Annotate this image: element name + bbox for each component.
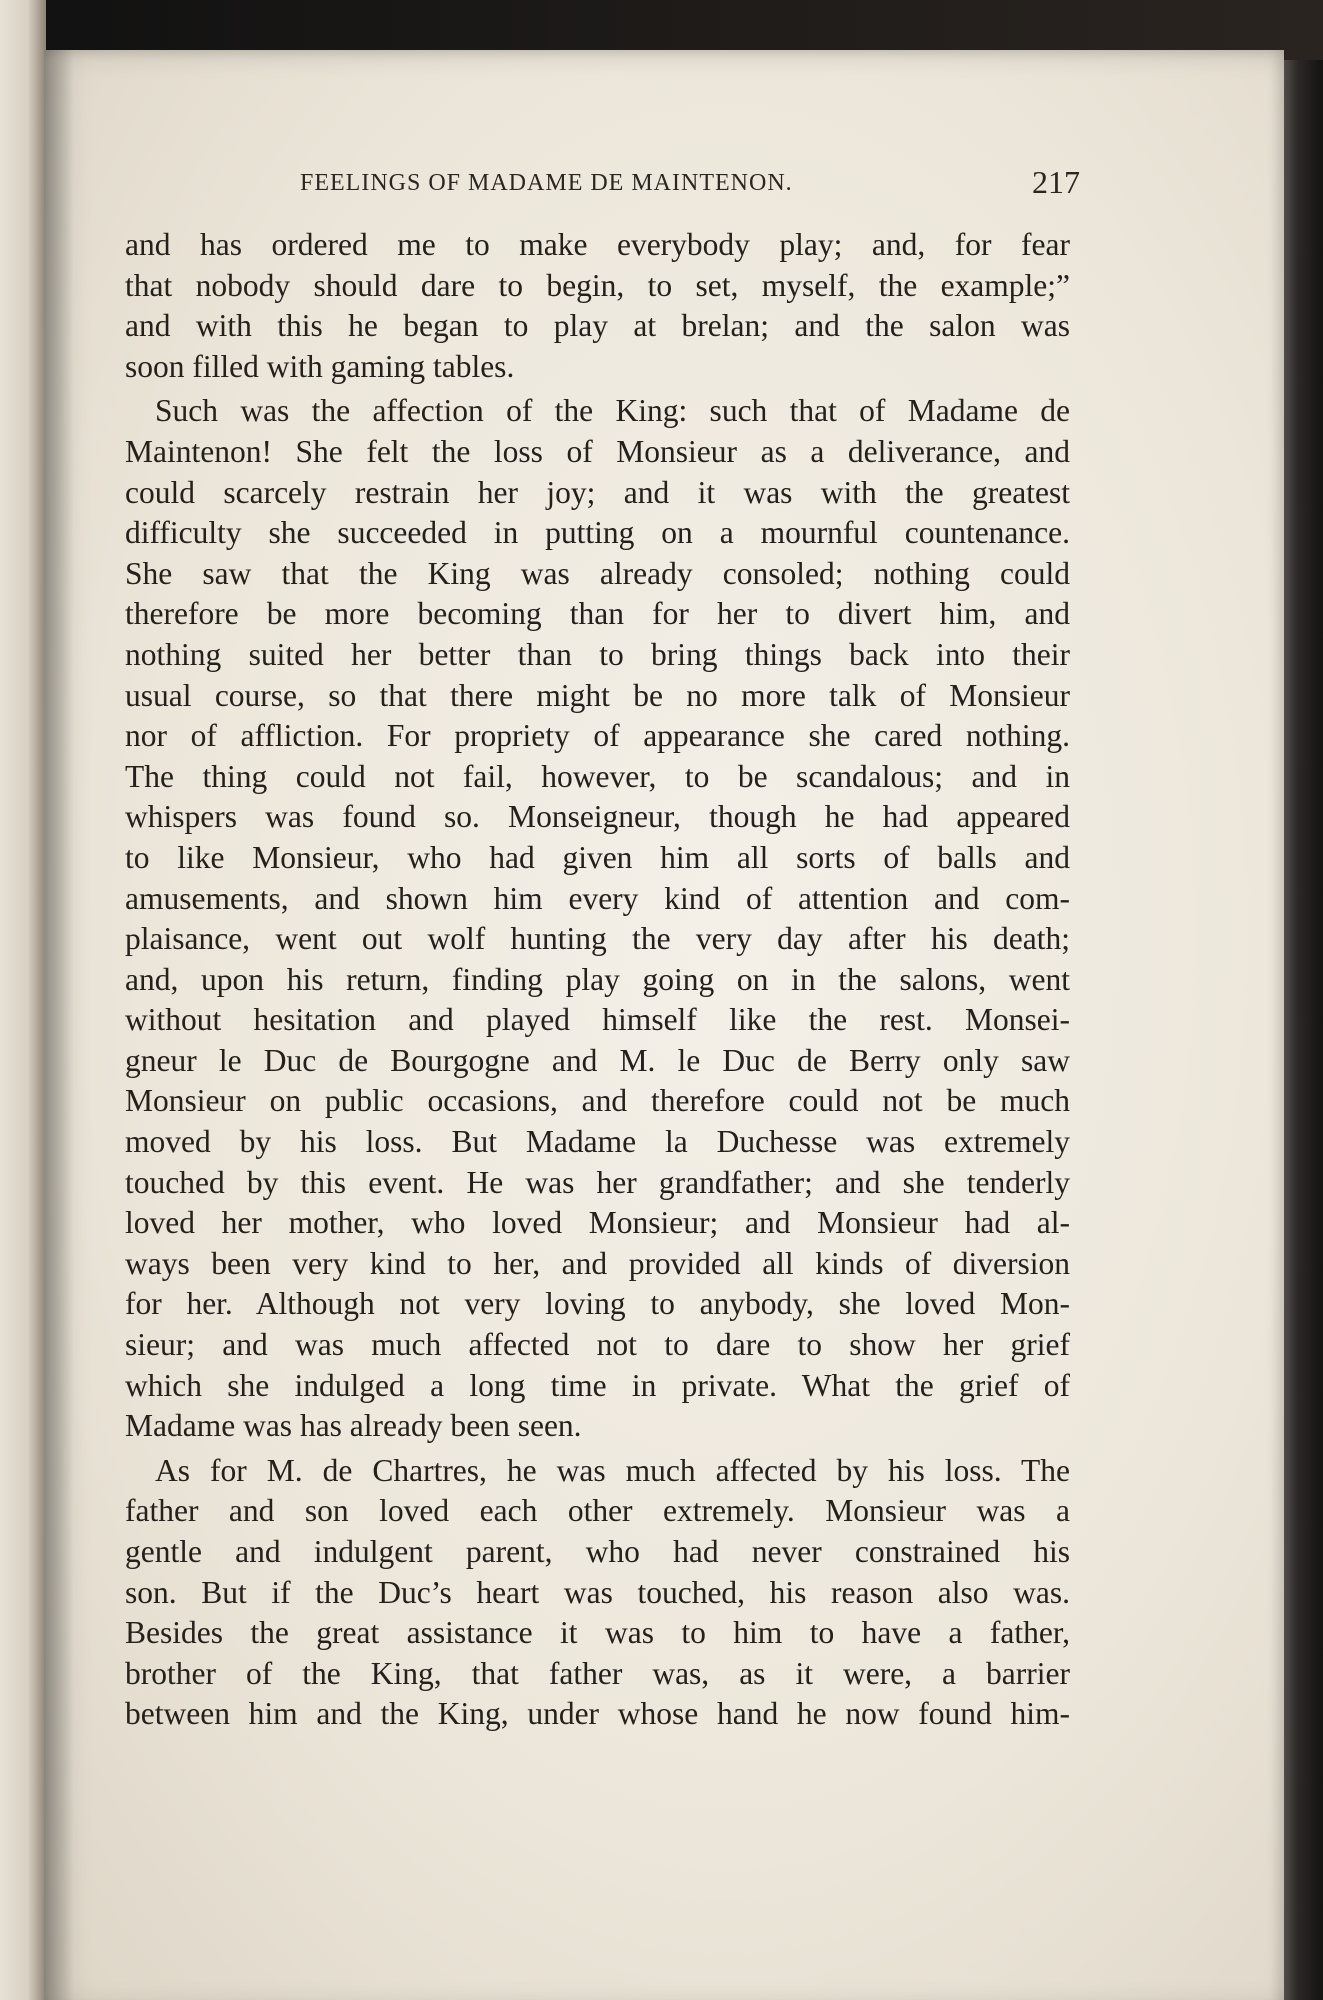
- book-cover-edge: [1281, 60, 1323, 2000]
- gutter-shadow: [44, 50, 74, 2000]
- text-line: As for M. de Chartres, he was much affected by his loss. The: [155, 1452, 1070, 1488]
- text-line: that nobody should dare to begin, to set, myself, the example;”: [125, 267, 1070, 303]
- text-line: Besides the great assistance it was to him to have a father,: [125, 1615, 1070, 1651]
- text-line: amusements, and shown him every kind of attention and com-: [125, 880, 1070, 916]
- text-line: Maintenon! She felt the loss of Monsieur as a deliverance, and: [125, 433, 1070, 469]
- text-line: ways been very kind to her, and provided all kinds of diversion: [125, 1245, 1070, 1281]
- text-line: gneur le Duc de Bourgogne and M. le Duc de Berry only saw: [125, 1042, 1070, 1078]
- text-line: loved her mother, who loved Monsieur; and Monsieur had al-: [125, 1205, 1070, 1241]
- text-line: without hesitation and played himself like the rest. Monsei-: [125, 1002, 1070, 1038]
- text-line: sieur; and was much affected not to dare to show her grief: [125, 1327, 1070, 1363]
- book-spine-edge: [0, 0, 46, 2000]
- text-line: for her. Although not very loving to anybody, she loved Mon-: [125, 1286, 1070, 1322]
- text-line: Monsieur on public occasions, and therefore could not be much: [125, 1083, 1070, 1119]
- text-line: and with this he began to play at brelan; and the salon was: [125, 308, 1070, 344]
- text-line: Madame was has already been seen.: [125, 1408, 582, 1444]
- text-line: whispers was found so. Monseigneur, though he had appeared: [125, 799, 1070, 835]
- text-line: difficulty she succeeded in putting on a mournful countenance.: [125, 515, 1070, 551]
- text-line: therefore be more becoming than for her to divert him, and: [125, 596, 1070, 632]
- running-head-title: FEELINGS OF MADAME DE MAINTENON.: [300, 170, 793, 196]
- text-line: to like Monsieur, who had given him all sorts of balls and: [125, 839, 1070, 875]
- text-line: The thing could not fail, however, to be scandalous; and in: [125, 758, 1070, 794]
- text-line: which she indulged a long time in private. What the grief of: [125, 1367, 1070, 1403]
- text-line: nothing suited her better than to bring things back into their: [125, 636, 1070, 672]
- text-line: and, upon his return, finding play going on in the salons, went: [125, 961, 1070, 997]
- text-line: nor of affliction. For propriety of appearance she cared nothing.: [125, 718, 1070, 754]
- text-line: gentle and indulgent parent, who had never constrained his: [125, 1534, 1070, 1569]
- text-line: and has ordered me to make everybody play; and, for fear: [125, 227, 1070, 262]
- text-line: plaisance, went out wolf hunting the very day after his death;: [125, 921, 1070, 957]
- text-line: son. But if the Duc’s heart was touched, his reason also was.: [125, 1574, 1070, 1610]
- text-line: father and son loved each other extremely. Monsieur was a: [125, 1493, 1070, 1529]
- text-line: touched by this event. He was her grandfather; and she tenderly: [125, 1164, 1070, 1200]
- text-line: Such was the affection of the King: such that of Madame de: [155, 393, 1070, 429]
- text-line: usual course, so that there might be no more talk of Monsieur: [125, 677, 1070, 713]
- text-line: soon filled with gaming tables.: [125, 348, 515, 384]
- text-line: She saw that the King was already consoled; nothing could: [125, 555, 1070, 591]
- text-line: brother of the King, that father was, as it were, a barrier: [125, 1655, 1070, 1691]
- body-text: [125, 225, 1070, 1735]
- text-line: between him and the King, under whose hand he now found him-: [125, 1696, 1070, 1732]
- page-number: 217: [1032, 164, 1080, 200]
- text-line: moved by his loss. But Madame la Duchesse was extremely: [125, 1124, 1070, 1160]
- text-line: could scarcely restrain her joy; and it was with the greatest: [125, 474, 1070, 510]
